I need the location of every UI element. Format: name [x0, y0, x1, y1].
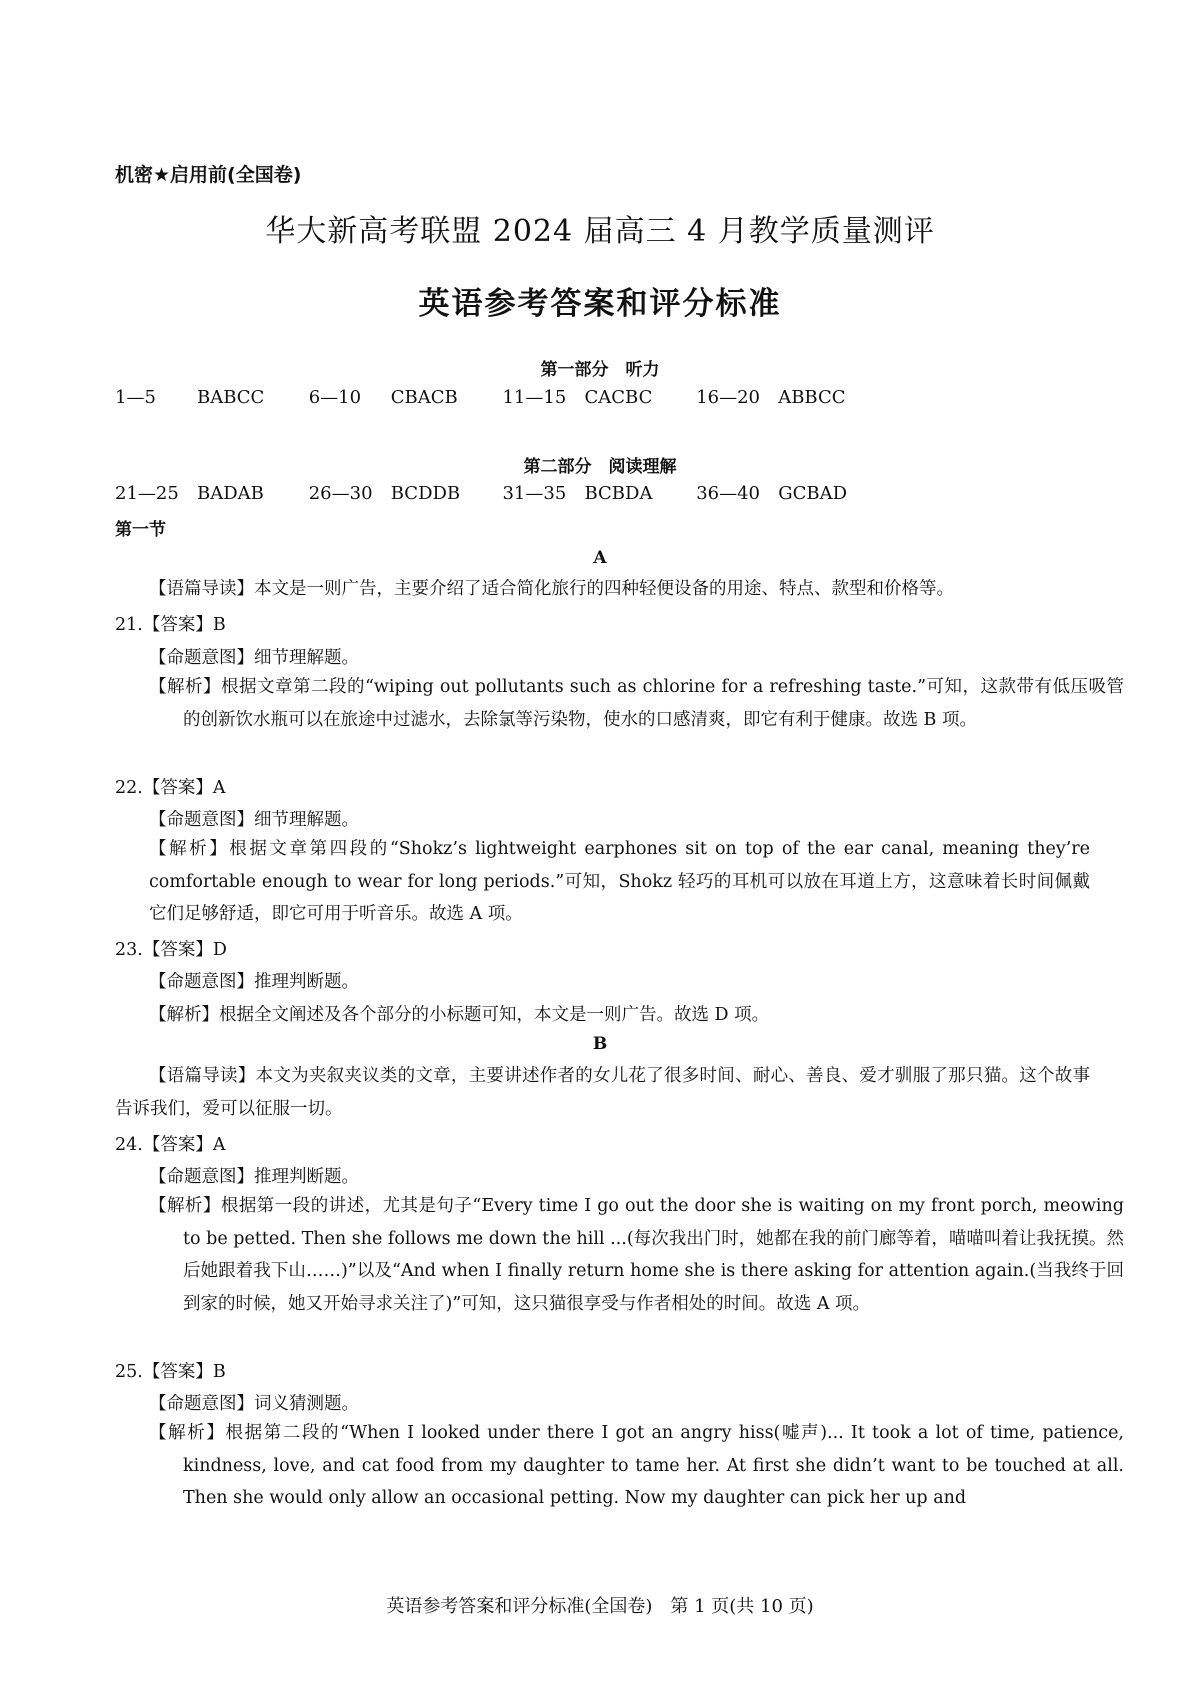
page-subtitle: 英语参考答案和评分标准 [418, 286, 782, 322]
part1-answer-row [115, 387, 884, 408]
q21-intent: 【命题意图】细节理解题。 [149, 648, 359, 668]
q21-answer: 21.【答案】B [115, 615, 226, 635]
q22-analysis: 【解析】根据文章第四段的“Shokz’s lightweight earphones sit on top of the ear canal, meaning they’re comfortable enough to wear for long periods.”可知，Shokz 轻巧的耳机可以放在耳道上方，这意味着长时间佩戴它们足够舒适，即它可用于听音乐。故选 A 项。 [149, 839, 1090, 924]
q22-answer: 22.【答案】A [115, 778, 226, 798]
q24-answer: 24.【答案】A [115, 1135, 226, 1155]
section-label: 第一节 [115, 520, 166, 540]
part2-answer-row [115, 483, 884, 504]
part1-heading: 第一部分 听力 [540, 360, 660, 380]
q24-intent: 【命题意图】推理判断题。 [149, 1167, 359, 1187]
answer-group: 16—20 ABBCC [696, 387, 846, 408]
q23-intent: 【命题意图】推理判断题。 [149, 972, 359, 992]
answer-group: 36—40 GCBAD [696, 483, 848, 504]
passage-b-intro: 【语篇导读】本文为夹叙夹议类的文章，主要讲述作者的女儿花了很多时间、耐心、善良、爱才驯服了那只猫。这个故事告诉我们，爱可以征服一切。 [115, 1066, 1090, 1119]
q21-analysis: 【解析】根据文章第二段的“wiping out pollutants such as chlorine for a refreshing taste.”可知，这款带有低压吸管的创新饮水瓶可以在旅途中过滤水，去除氯等污染物，使水的口感清爽，即它有利于健康。故选 B 项。 [149, 677, 1124, 730]
answer-group: 6—10 CBACB [308, 387, 458, 408]
answer-group: 21—25 BADAB [115, 483, 264, 504]
q23-analysis: 【解析】根据全文阐述及各个部分的小标题可知，本文是一则广告。故选 D 项。 [149, 1005, 770, 1025]
q25-analysis: 【解析】根据第二段的“When I looked under there I got an angry hiss(嘘声)... It took a lot of time, patience, kindness, love, and cat food from my daughter to tame her. At first she didn’t want to be touched at all. Then she would only allow an occasional petting. Now my daughter can pick her up and [149, 1423, 1124, 1508]
passage-a-letter: A [593, 548, 607, 568]
q23-answer: 23.【答案】D [115, 940, 227, 960]
answer-group: 1—5 BABCC [115, 387, 265, 408]
part2-heading: 第二部分 阅读理解 [523, 457, 677, 477]
q25-answer: 25.【答案】B [115, 1362, 226, 1382]
answer-group: 11—15 CACBC [502, 387, 653, 408]
q24-analysis: 【解析】根据第一段的讲述，尤其是句子“Every time I go out the door she is waiting on my front porch, meowing to be petted. Then she follows me down the hill ...(每次我出门时，她都在我的前门廊等着，喵喵叫着让我抚摸。然后她跟着我下山……)”以及“And when I finally return home she is there asking for attention again.(当我终于回到家的时候，她又开始寻求关注了)”可知，这只猫很享受与作者相处的时间。故选 A 项。 [149, 1196, 1124, 1314]
answer-group: 31—35 BCBDA [502, 483, 653, 504]
page-title: 华大新高考联盟 2024 届高三 4 月教学质量测评 [265, 214, 935, 249]
passage-b-letter: B [592, 1034, 608, 1054]
q22-intent: 【命题意图】细节理解题。 [149, 810, 359, 830]
passage-a-intro: 【语篇导读】本文是一则广告，主要介绍了适合简化旅行的四种轻便设备的用途、特点、款型和价格等。 [149, 579, 954, 599]
page-footer: 英语参考答案和评分标准(全国卷) 第 1 页(共 10 页) [386, 1596, 814, 1617]
confidential-label: 机密★启用前(全国卷) [115, 164, 302, 186]
answer-group: 26—30 BCDDB [308, 483, 461, 504]
q25-intent: 【命题意图】词义猜测题。 [149, 1394, 359, 1414]
